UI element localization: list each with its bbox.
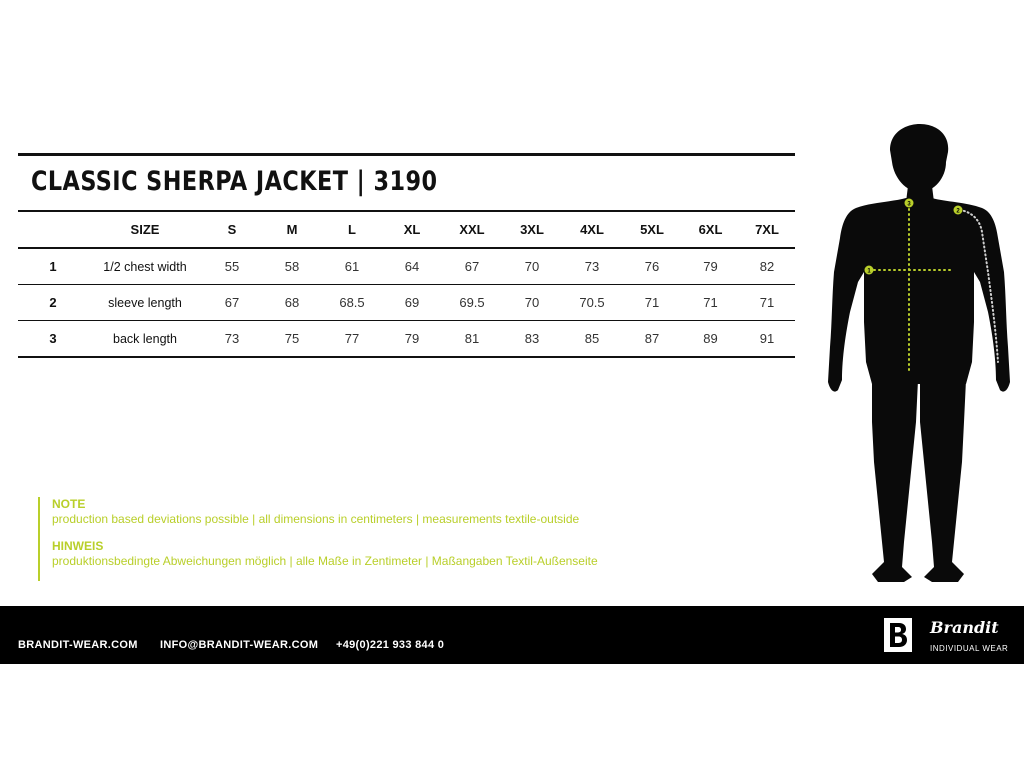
table-cell: 81: [464, 331, 480, 346]
row-number: 1: [49, 259, 57, 274]
table-cell: 77: [344, 331, 360, 346]
table-cell: 87: [644, 331, 660, 346]
table-cell: 73: [224, 331, 240, 346]
header-size-label: SIZE: [130, 222, 160, 237]
hinweis-title: HINWEIS: [52, 539, 104, 553]
marker-label: 3: [907, 201, 911, 208]
row-label: 1/2 chest width: [103, 259, 187, 274]
row-number: 3: [49, 331, 57, 346]
size-table: [18, 210, 795, 358]
hinweis-text: produktionsbedingte Abweichungen möglich | alle Maße in Zentimeter | Maßangaben Textil-Außenseite: [52, 554, 598, 568]
table-cell: 71: [644, 295, 660, 310]
marker-1-icon: [865, 266, 874, 275]
table-cell: 68: [284, 295, 300, 310]
table-row: [18, 285, 795, 321]
size-header: 7XL: [755, 222, 779, 237]
size-header: 5XL: [640, 222, 664, 237]
table-cell: 79: [703, 259, 718, 274]
row-label: back length: [113, 331, 177, 346]
note-text: production based deviations possible | all dimensions in centimeters | measurements textile-outside: [52, 512, 580, 526]
table-cell: 58: [284, 259, 300, 274]
table-cell: 75: [284, 331, 300, 346]
marker-3-icon: [905, 199, 914, 208]
table-cell: 67: [224, 295, 240, 310]
size-header: XL: [403, 222, 421, 237]
table-cell: 91: [759, 331, 775, 346]
notes-section: [38, 497, 598, 581]
table-cell: 70: [524, 295, 540, 310]
table-cell: 71: [703, 295, 718, 310]
size-header: S: [227, 222, 237, 237]
table-row: [18, 248, 795, 285]
table-cell: 82: [759, 259, 775, 274]
note-title: NOTE: [52, 497, 86, 511]
table-cell: 85: [584, 331, 600, 346]
size-header: 6XL: [698, 222, 723, 237]
body-silhouette: [828, 124, 1010, 582]
table-cell: 73: [584, 259, 600, 274]
footer-website-link[interactable]: BRANDIT-WEAR.COM: [18, 639, 138, 651]
table-cell: 67: [464, 259, 480, 274]
table-cell: 70.5: [579, 295, 605, 310]
marker-label: 2: [956, 208, 960, 215]
marker-label: 1: [867, 268, 871, 275]
size-header: 4XL: [580, 222, 604, 237]
table-cell: 69.5: [459, 295, 485, 310]
table-cell: 83: [524, 331, 540, 346]
table-row: [18, 321, 795, 358]
table-cell: 64: [404, 259, 420, 274]
table-cell: 61: [344, 259, 360, 274]
size-header: 3XL: [520, 222, 544, 237]
footer-email-link[interactable]: INFO@BRANDIT-WEAR.COM: [160, 639, 319, 651]
brand-subtitle: INDIVIDUAL WEAR: [930, 644, 1009, 653]
size-header: L: [348, 222, 356, 237]
footer-bar: [0, 606, 1024, 664]
table-cell: 55: [224, 259, 240, 274]
brandit-logo-icon: [884, 618, 912, 652]
table-cell: 70: [524, 259, 540, 274]
body-measurement-figure: [812, 122, 1024, 588]
table-header-row: [18, 211, 795, 248]
note-german: [52, 539, 598, 569]
table-cell: 76: [644, 259, 660, 274]
header-num-cell: [18, 211, 88, 248]
footer-phone: +49(0)221 933 844 0: [336, 639, 445, 651]
note-english: [52, 497, 598, 527]
brand-wordmark: Brandit: [930, 618, 999, 637]
page-title: CLASSIC SHERPA JACKET | 3190: [31, 166, 438, 197]
table-cell: 71: [759, 295, 775, 310]
size-header: XXL: [459, 222, 485, 237]
table-cell: 69: [404, 295, 420, 310]
row-label: sleeve length: [108, 295, 182, 310]
size-header: M: [286, 222, 298, 237]
table-cell: 89: [703, 331, 718, 346]
table-cell: 79: [404, 331, 420, 346]
marker-2-icon: [954, 206, 963, 215]
row-number: 2: [49, 295, 57, 310]
table-cell: 68.5: [339, 295, 365, 310]
title-rule: [18, 153, 795, 156]
